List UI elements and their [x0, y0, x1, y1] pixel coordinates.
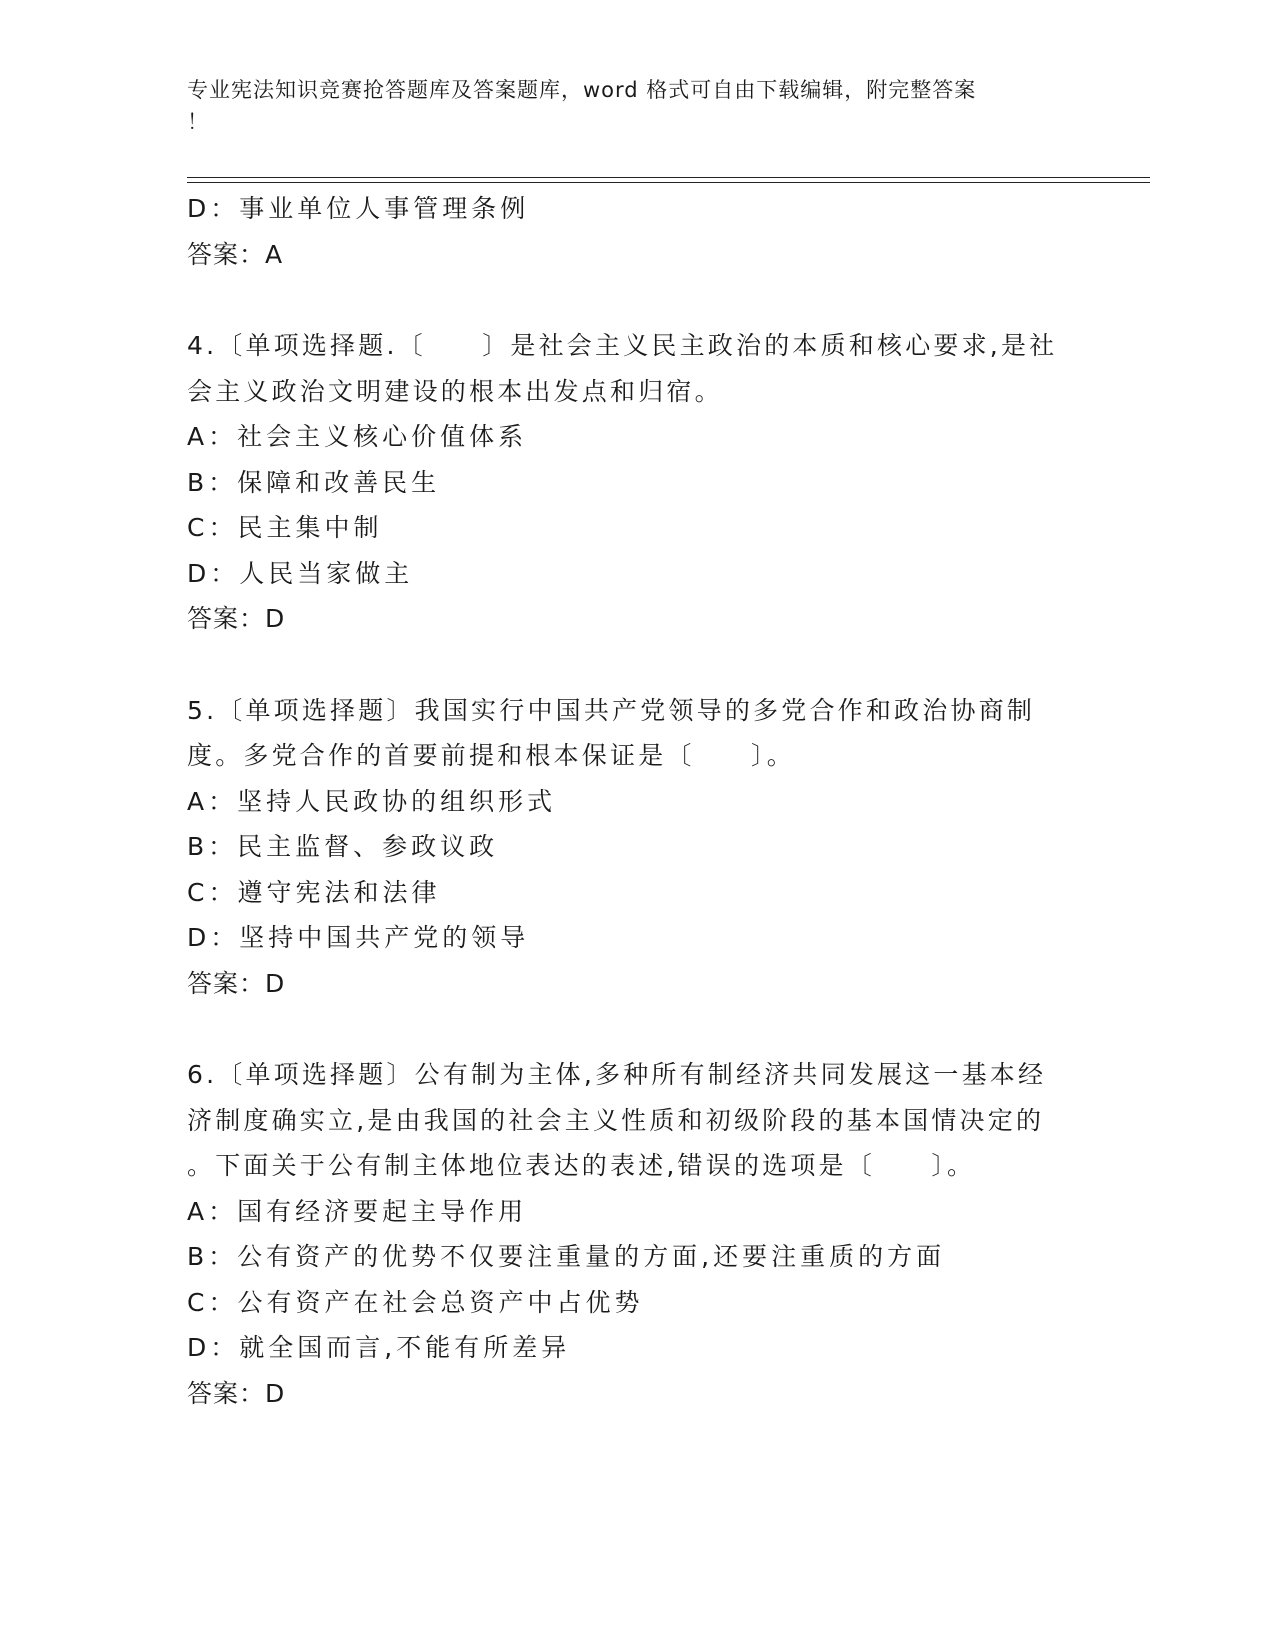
question-5 [187, 688, 1087, 1007]
option-a: A：社会主义核心价值体系 [187, 422, 528, 451]
question-4 [187, 323, 1087, 642]
header-rule-top [187, 177, 1150, 178]
question-3-tail [187, 186, 1087, 277]
answer: 答案：D [187, 968, 286, 998]
question-6 [187, 1052, 1087, 1416]
option-a: A：国有经济要起主导作用 [187, 1196, 528, 1226]
option-b: B：民主监督、参政议政 [187, 832, 499, 861]
answer: 答案：A [187, 239, 284, 269]
header-rule-bottom [187, 182, 1150, 183]
option-d: D：坚持中国共产党的领导 [187, 923, 530, 952]
question-text: 5.〔单项选择题〕我国实行中国共产党领导的多党合作和政治协商制 [187, 695, 1036, 725]
answer: 答案：D [187, 1378, 286, 1408]
question-text: 济制度确实立,是由我国的社会主义性质和初级阶段的基本国情决定的 [187, 1105, 1045, 1135]
option-a: A：坚持人民政协的组织形式 [187, 786, 557, 816]
option-d: D：人民当家做主 [187, 558, 414, 588]
option-d: D：就全国而言,不能有所差异 [187, 1333, 571, 1362]
document-body [187, 186, 1087, 1416]
answer: 答案：D [187, 604, 286, 633]
header-title-continuation: ！ [187, 110, 209, 134]
option-d: D：事业单位人事管理条例 [187, 194, 530, 223]
option-c: C：遵守宪法和法律 [187, 877, 441, 907]
question-text: 。下面关于公有制主体地位表达的表述,错误的选项是〔 〕。 [187, 1151, 976, 1180]
question-text: 度。多党合作的首要前提和根本保证是〔 〕。 [187, 741, 795, 770]
option-c: C：公有资产在社会总资产中占优势 [187, 1287, 644, 1317]
page-header [187, 74, 1067, 138]
option-c: C：民主集中制 [187, 513, 383, 542]
question-text: 6.〔单项选择题〕公有制为主体,多种所有制经济共同发展这一基本经 [187, 1060, 1047, 1089]
option-b: B：保障和改善民生 [187, 467, 441, 497]
question-text: 会主义政治文明建设的根本出发点和归宿。 [187, 376, 723, 406]
question-text: 4.〔单项选择题.〔 〕是社会主义民主政治的本质和核心要求,是社 [187, 331, 1058, 360]
option-b: B：公有资产的优势不仅要注重量的方面,还要注重质的方面 [187, 1242, 946, 1271]
header-title: 专业宪法知识竞赛抢答题库及答案题库，word 格式可自由下载编辑，附完整答案 [187, 78, 977, 102]
